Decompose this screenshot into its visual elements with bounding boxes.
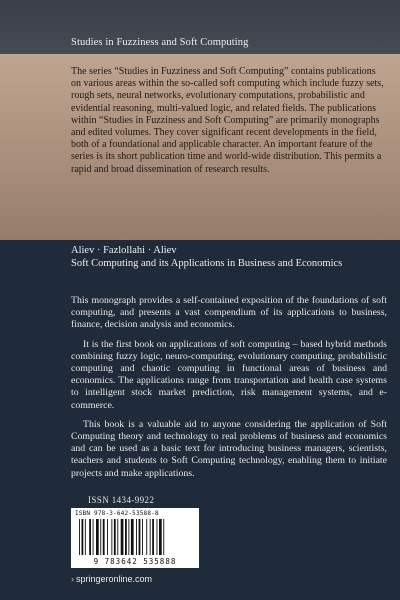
isbn-barcode <box>71 508 199 568</box>
publisher-url-text: springeronline.com <box>76 574 153 584</box>
isbn-text: ISBN 978-3-642-53588-8 <box>75 510 159 517</box>
series-description: The series “Studies in Fuzziness and Soft Computing” contains publications on various areas within the so-called soft computing which include fuzzy sets, rough sets, neural networks, evolutionary computations, probabilistic and evidential reasoning, multi-valued logic, and related fields. The publications within “Studies in Fuzziness and Soft Computing” are primarily monographs and edited volumes. They cover significant recent developments in the field, both of a foundational and applicable character. An important feature of the series is its short publication time and world-wide distribution. This permits a rapid and broad dissemination of research results. <box>71 66 384 175</box>
series-title: Studies in Fuzziness and Soft Computing <box>71 37 249 48</box>
arrow-right-icon: › <box>71 574 74 584</box>
publisher-url[interactable] <box>71 574 152 584</box>
issn-number: ISSN 1434-9922 <box>88 495 155 505</box>
blurb-paragraph: This book is a valuable aid to anyone considering the application of Soft Computing theory and technology to real problems of business and economics and can be used as a basic text for introducing business managers, scientists, teachers and students to Soft Computing technology, enabling them to initiate projects and make applications. <box>71 418 387 479</box>
blurb-paragraph: This monograph provides a self-contained exposition of the foundations of soft computing, and presents a vast compendium of its applications to business, finance, decision analysis and economics. <box>71 295 387 331</box>
barcode-bars <box>79 519 191 555</box>
barcode-number: 9 783642 535888 <box>93 557 177 566</box>
book-title: Soft Computing and its Applications in Business and Economics <box>71 258 343 269</box>
book-blurb <box>71 295 387 487</box>
book-authors: Aliev · Fazlollahi · Aliev <box>71 245 177 256</box>
blurb-paragraph: It is the first book on applications of soft computing – based hybrid methods combining fuzzy logic, neuro-computing, evolutionary computing, probabilistic computing and chaotic computing in functional areas of business and economics. The applications range from transportation and health case systems to intelligent stock market prediction, risk management systems, and e-commerce. <box>71 338 387 411</box>
